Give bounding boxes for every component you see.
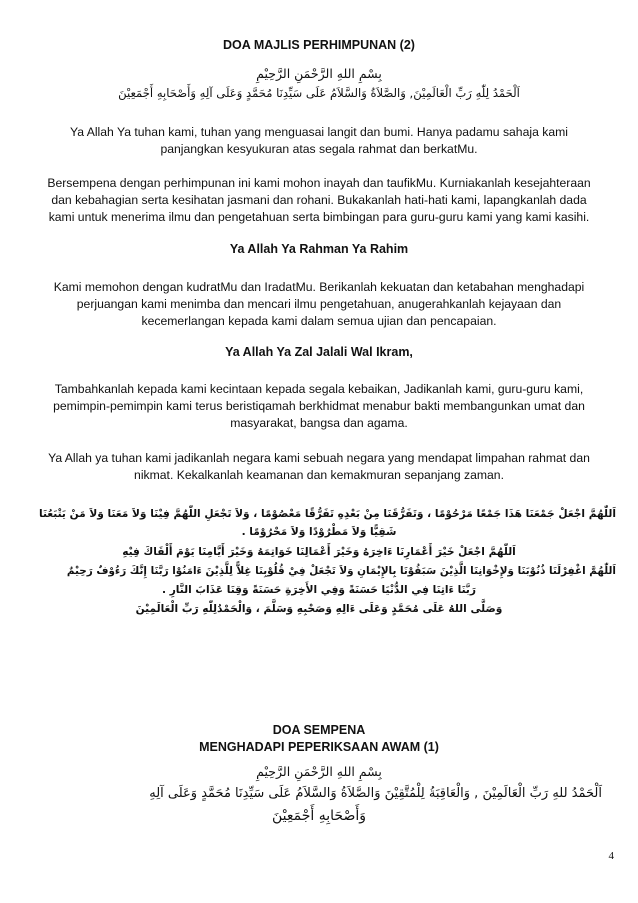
para3-line2: perjuangan kami menimba dan mencari ilmu pengetahuan, anugerahkanlah kejayaan dan bbox=[76, 297, 562, 311]
heading-ya-rahman: Ya Allah Ya Rahman Ya Rahim bbox=[229, 242, 409, 256]
para4-line2: pemimpin-pemimpin kami terus beristiqamah berkhidmat menabur bakti membangunkan umat dan bbox=[53, 399, 585, 413]
para4-line3: masyarakat, bangsa dan agama. bbox=[230, 416, 408, 430]
para2-line3: kami untuk menerima ilmu dan pengetahuan serta bimbingan para guru-guru kami yang kami kasihi. bbox=[48, 210, 590, 224]
para2-line1: Bersempena dengan perhimpunan ini kami mohon inayah dan taufikMu. Kurniakanlah kesejahteraan bbox=[47, 176, 591, 190]
para1-line1: Ya Allah Ya tuhan kami, tuhan yang menguasai langit dan bumi. Hanya padamu sahaja kami bbox=[70, 125, 568, 139]
page-number: 4 bbox=[608, 850, 614, 862]
dua-line1: اَللّٰهُمَّ اجْعَلْ جَمْعَنَا هَذَا جَمْعًا مَرْحُوْمًا ، وَتَفَرُّقَنَا مِنْ بَعْدِهِ تَفَرُّقًا مَعْصُوْمًا ، وَلاَ تَجْعَلِ اللّٰهُمَّ فِيْنَا وَلاَ مَعَنَا وَلاَ مَنْ يَتْبَعُنَا bbox=[38, 508, 616, 520]
bismillah-2: بِسْمِ اللهِ الرَّحْمَنِ الرَّحِيْمِ bbox=[256, 764, 382, 779]
para4-line1: Tambahkanlah kepada kami kecintaan kepada segala kebaikan, Jadikanlah kami, guru-guru kami, bbox=[54, 382, 584, 396]
hamdalah-2-line2: وَأَصْحَابِهِ أَجْمَعِيْنَ bbox=[272, 808, 366, 824]
para3-line1: Kami memohon dengan kudratMu dan IradatMu. Berikanlah kekuatan dan ketabahan menghadapi bbox=[53, 280, 585, 294]
dua-line5: رَبَّنَا ءَاتِنَا فِي الدُّنْيَا حَسَنَةً وَفِي الأَخِرَةِ حَسَنَةً وَقِنَا عَذَابَ النَّارِ . bbox=[162, 584, 476, 596]
para3-line3: kecemerlangan kepada kami dalam semua ujian dan pencapaian. bbox=[141, 314, 497, 328]
para5-line1: Ya Allah ya tuhan kami jadikanlah negara kami sebuah negara yang mendapat limpahan rahmat dan bbox=[48, 451, 590, 465]
section-title-doa-majlis: DOA MAJLIS PERHIMPUNAN (2) bbox=[223, 38, 415, 52]
para2-line2: dan kebahagian serta kesihatan jasmani dan rohani. Bukakanlah hati-hati kami, lapangkanlah dada bbox=[51, 193, 587, 207]
heading-zal-jalali: Ya Allah Ya Zal Jalali Wal Ikram, bbox=[225, 345, 413, 359]
dua-line4: اَللّٰهُمَّ اغْفِرْلَنَا ذُنُوْبَنَا وَلإِخْوَانِنَا الَّذِيْنَ سَبَقُوْنَا بِالإِيْمَانِ وَلاَ تَجْعَلْ فِيْ قُلُوْبِنَا غِلاًّ لِلَّذِيْنَ ءَامَنُوْا رَبَّنَا إِنَّكَ رَءُوْفٌ رَحِيْمٌ bbox=[66, 565, 616, 577]
hamdalah-2-line1: اَلْحَمْدُ للهِ رَبِّ الْعَالَمِيْنَ , وَالْعَاقِبَةُ لِلْمُتَّقِيْنَ وَالصَّلاَةُ وَالسَّلاَمُ عَلَى سَيِّدِنَا مُحَمَّدٍ وَعَلَى آلِهِ bbox=[149, 786, 602, 801]
bismillah-1: بِسْمِ اللهِ الرَّحْمَنِ الرَّحِيْمِ bbox=[256, 66, 382, 81]
dua-line2: شَقِيًّا وَلاَ مَطْرُوْدًا وَلاَ مَحْرُوْمًا . bbox=[241, 526, 397, 538]
para5-line2: nikmat. Kekalkanlah keamanan dan kemakmuran sepanjang zaman. bbox=[134, 468, 504, 482]
para1-line2: panjangkan kesyukuran atas segala rahmat dan berkatMu. bbox=[160, 142, 478, 156]
section-subtitle-peperiksaan: MENGHADAPI PEPERIKSAAN AWAM (1) bbox=[199, 740, 439, 754]
dua-line3: اَللّٰهُمَّ اجْعَلْ خَيْرَ أَعْمَارِنَا ءَاخِرَهُ وَخَيْرَ أَعْمَالِنَا خَوَاتِمَهُ وَخَيْرَ أَيَّامِنَا يَوْمَ أَلْقَاكَ فِيْهِ bbox=[122, 546, 516, 558]
dua-line6: وَصَلَّى اللهُ عَلَى مُحَمَّدٍ وَعَلَى ءَالِهِ وَصَحْبِهِ وَسَلَّمَ ، وَالْحَمْدُلِلّٰهِ رَبِّ الْعَالَمِيْنَ bbox=[135, 603, 503, 615]
section-title-doa-sempena: DOA SEMPENA bbox=[272, 723, 366, 737]
hamdalah-1: اَلْحَمْدُ لِلّٰهِ رَبِّ الْعَالَمِيْنَ, وَالصَّلاَةُ وَالسَّلاَمُ عَلَى سَيِّدِنَا مُحَمَّدٍ وَعَلَى آلِهِ وَأَصْحَابِهِ أَجْمَعِيْنَ bbox=[118, 86, 520, 100]
